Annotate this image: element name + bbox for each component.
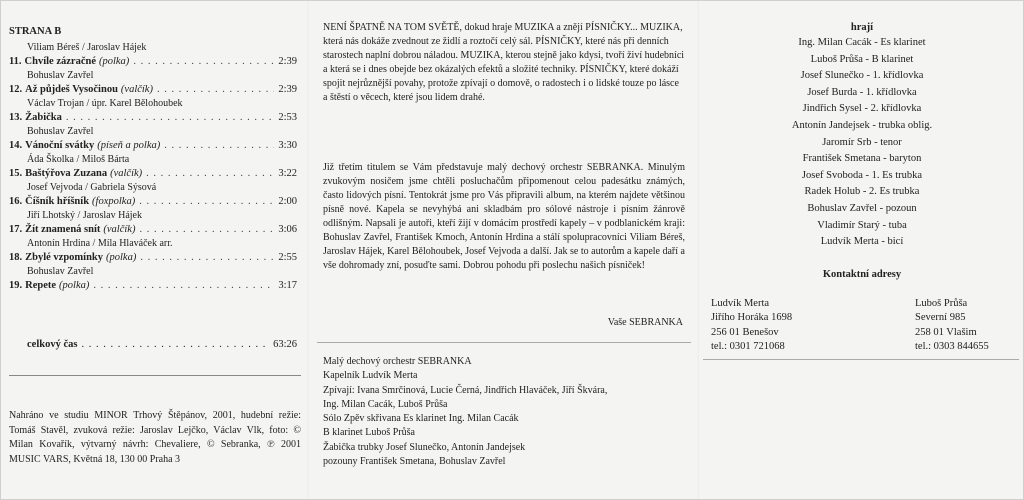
tracklist-panel [5,5,305,495]
track-title: Až půjdeš Vysočinou [25,84,118,95]
address-line: Jiřího Horáka 1698 [711,312,793,324]
leader-dots [81,338,269,352]
track-time: 2:39 [278,56,297,67]
personnel-line: Ing. Milan Cacák, Luboš Průša [323,398,448,410]
track-title: Repete [25,280,57,291]
track-credit: Antonín Hrdina / Míla Hlaváček arr. [27,238,173,249]
track-credit: Bohuslav Zavřel [27,126,94,137]
track-number: 19. [9,280,23,291]
track-title: Baštýřova Zuzana [25,168,108,179]
track-time: 3:17 [278,280,297,291]
personnel-line: Kapelník Ludvík Merta [323,370,418,382]
leader-dots [164,139,274,153]
track-row [9,111,297,125]
leader-dots [133,55,274,69]
players-heading: hrají [850,22,874,33]
track-row [9,139,297,153]
track-genre: (valčík) [103,224,136,235]
track-credit: Viliam Béreš / Jaroslav Hájek [27,42,147,53]
track-number: 13. [9,112,23,123]
player-line: Luboš Průša - B klarinet [810,53,914,65]
player-line: František Smetana - baryton [802,153,922,165]
leader-dots [146,167,274,181]
personnel-line: Malý dechový orchestr SEBRANKA [323,356,472,367]
fold-line [697,1,699,499]
production-credits: Nahráno ve studiu MINOR Trhový Štěpánov, 2001, hudební režie: Tomáš Stavěl, zvuková režie: Jaroslav Lejčko, Václav Vlk, foto: © Milan Kovařík, výtvarný návrh: Chevaliere, © Sebranka, ℗ 2001 MUSIC VARS, Květná 18, 130 00 Praha 3 [9,410,301,465]
track-genre: (píseň a polka) [97,140,161,151]
track-row [9,55,297,69]
track-credit: Bohuslav Zavřel [27,266,94,277]
track-number: 14. [9,140,23,151]
address-line: Luboš Průša [915,298,968,309]
track-time: 3:22 [278,168,297,179]
player-line: Jindřich Sysel - 2. křídlovka [802,103,922,115]
player-line: Bohuslav Zavřel - pozoun [807,202,917,214]
track-title: Chvíle zázračné [24,56,96,67]
divider [317,342,691,343]
track-genre: (polka) [98,56,130,67]
intro-paragraph: NENÍ ŠPATNĚ NA TOM SVĚTĚ, dokud hraje MUZIKA a znějí PÍSNIČKY... MUZIKA, která nás dokáže zvednout ze židlí a roztočí celý sál. PÍSNIČKY, které nás při denních starostech naplní dobrou náladou. MUZIKA, kterou stejně jako kdysi, tvoří živí hudebníci a která se i dnes obejde bez okázalých efektů a složité techniky. PÍSNIČKY, které dokáží spojit nejrůznější povahy, protože zpívají o domově, o radostech i o lidské touze po lásce a štěstí o věcech, které jsou lidem drahé. [323,22,685,103]
personnel-line: pozouny František Smetana, Bohuslav Zavřel [323,456,506,468]
player-line: Vladimír Starý - tuba [817,219,907,231]
track-number: 12. [9,84,23,95]
personnel-line: B klarinet Luboš Průša [323,427,415,439]
track-number: 15. [9,168,23,179]
track-title: Žít znamená snít [25,224,101,235]
total-time: 63:26 [273,339,297,350]
track-genre: (polka) [106,252,137,263]
personnel-list [323,355,685,469]
address-block-merta [711,297,792,354]
personnel-line: Zpívají: Ivana Smrčinová, Lucie Černá, Jindřich Hlaváček, Jiří Škvára, [323,384,608,396]
track-title: Žabička [25,112,62,123]
track-row [9,83,297,97]
liner-notes-panel [313,5,695,495]
player-line: Jaromír Srb - tenor [822,136,902,148]
player-line: Josef Burda - 1. křídlovka [807,86,917,98]
signature: Vaše SEBRANKA [607,317,683,328]
track-credit: Václav Trojan / úpr. Karel Bělohoubek [27,98,183,109]
track-time: 3:30 [278,140,297,151]
player-line: Antonín Jandejsek - trubka oblig. [791,119,933,131]
track-genre: (foxpolka) [92,196,136,207]
track-title: Číšník hříšník [25,196,90,207]
track-time: 2:53 [278,112,297,123]
track-credit: Josef Vejvoda / Gabriela Sýsová [27,182,157,193]
address-line: Severní 985 [915,312,966,324]
track-genre: (polka) [59,280,90,291]
total-label: celkový čas [27,339,78,350]
address-line: tel.: 0303 844655 [915,340,989,352]
player-line: Josef Svoboda - 1. Es trubka [801,169,923,181]
total-time-row [27,338,297,352]
track-time: 3:06 [278,224,297,235]
track-number: 11. [9,56,22,67]
address-block-prusa [915,297,989,354]
track-number: 17. [9,224,23,235]
track-time: 2:55 [278,252,297,263]
leader-dots [93,279,274,293]
track-title: Vánoční svátky [25,140,95,151]
track-row [9,167,297,181]
address-line: 258 01 Vlašim [915,326,977,338]
player-line: Ludvík Merta - bicí [820,236,904,248]
address-line: Ludvík Merta [711,298,770,309]
address-line: tel.: 0301 721068 [711,340,785,352]
player-line: Radek Holub - 2. Es trubka [804,186,920,198]
track-credit: Áda Školka / Miloš Bárta [27,154,130,165]
player-line: Ing. Milan Cacák - Es klarinet [798,37,926,48]
address-line: 256 01 Benešov [711,326,779,338]
track-credit: Jiří Lhotský / Jaroslav Hájek [27,210,142,221]
divider [703,359,1019,360]
leader-dots [140,251,274,265]
track-row [9,223,297,237]
personnel-line: Sólo Zpěv skřivana Es klarinet Ing. Milan Cacák [323,413,519,425]
leader-dots [66,111,274,125]
leader-dots [157,83,274,97]
divider [9,375,301,376]
player-line: Josef Slunečko - 1. křídlovka [800,70,924,82]
track-list [9,41,297,293]
leader-dots [139,223,274,237]
track-genre: (valčík) [120,84,153,95]
track-time: 2:39 [278,84,297,95]
leader-dots [139,195,274,209]
track-row [9,251,297,265]
personnel-line: Žabička trubky Josef Slunečko, Antonín Jandejsek [323,441,526,453]
track-row [9,279,297,293]
track-credit: Bohuslav Zavřel [27,70,94,81]
track-row [9,195,297,209]
players-list [703,35,1021,251]
album-paragraph: Již třetím titulem se Vám představuje malý dechový orchestr SEBRANKA. Minulým zvukovým nosičem jsme chtěli posluchačům připomenout celou padesátku známých, často lidových písní. Tentokrát jsme pro Vás připravili album, na kterém najdete většinou písně nové. Kapela se nevyhýbá ani skladbám pro sólové nástroje i písním žánrově odlišným. Napsali je autoři, kteří žijí v domácím prostředí kapely – v podblanickém kraji: Bohuslav Zavřel, František Kmoch, Antonín Hrdina a stálí spolupracovníci Viliam Béreš, Jaroslav Hájek, Karel Bělohoubek, Josef Vejvoda a další. Jak se to autorům a kapele daří a vše dohromady zní, posuďte sami. Dobrou pohodu při poslechu našich písniček! [323,162,685,271]
track-time: 2:00 [278,196,297,207]
track-number: 18. [9,252,23,263]
track-genre: (valčík) [110,168,143,179]
contact-heading: Kontaktní adresy [822,269,902,280]
fold-line [307,1,309,499]
track-title: Zbylé vzpomínky [25,252,104,263]
track-number: 16. [9,196,23,207]
side-title: STRANA B [9,26,62,37]
band-panel [703,5,1021,495]
